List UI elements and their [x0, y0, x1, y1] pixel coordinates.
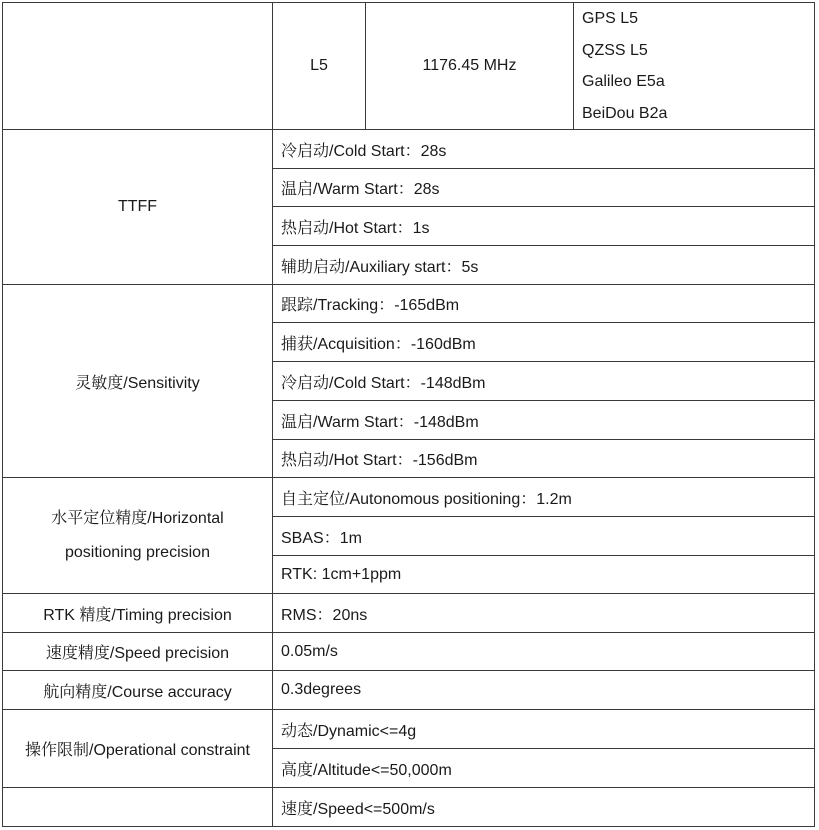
- operational-value: 动态/Dynamic<=4g: [272, 709, 815, 749]
- empty-cell: [2, 2, 273, 130]
- band-cell: L5: [272, 2, 366, 130]
- sensitivity-value: 捕获/Acquisition：-160dBm: [272, 322, 815, 362]
- horizontal-value: SBAS：1m: [272, 516, 815, 556]
- systems-cell: [573, 2, 815, 130]
- operational-value: 速度/Speed<=500m/s: [272, 787, 815, 827]
- sensitivity-value: 温启/Warm Start：-148dBm: [272, 400, 815, 440]
- sensitivity-value: 热启动/Hot Start：-156dBm: [272, 439, 815, 478]
- speed-value: 0.05m/s: [272, 632, 815, 671]
- horizontal-label-line2: positioning precision: [65, 543, 210, 561]
- empty-cell: [2, 787, 273, 827]
- ttff-value: 热启动/Hot Start：1s: [272, 206, 815, 246]
- system-item: GPS L5: [582, 10, 639, 27]
- sensitivity-label: 灵敏度/Sensitivity: [2, 284, 273, 478]
- operational-label: 操作限制/Operational constraint: [2, 709, 273, 788]
- ttff-value: 辅助启动/Auxiliary start：5s: [272, 245, 815, 285]
- ttff-value: 温启/Warm Start：28s: [272, 168, 815, 207]
- horizontal-value: RTK: 1cm+1ppm: [272, 555, 815, 594]
- course-label: 航向精度/Course accuracy: [2, 670, 273, 710]
- ttff-value: 冷启动/Cold Start：28s: [272, 129, 815, 169]
- ttff-label: TTFF: [2, 129, 273, 285]
- timing-value: RMS：20ns: [272, 593, 815, 633]
- system-item: Galileo E5a: [582, 73, 665, 90]
- system-item: QZSS L5: [582, 41, 648, 59]
- frequency-cell: 1176.45 MHz: [365, 2, 574, 130]
- timing-label: RTK 精度/Timing precision: [2, 593, 273, 633]
- horizontal-label: [2, 477, 273, 594]
- course-value: 0.3degrees: [272, 670, 815, 710]
- operational-value: 高度/Altitude<=50,000m: [272, 748, 815, 788]
- sensitivity-value: 冷启动/Cold Start：-148dBm: [272, 361, 815, 401]
- sensitivity-value: 跟踪/Tracking：-165dBm: [272, 284, 815, 323]
- horizontal-label-line1: 水平定位精度/Horizontal: [51, 509, 224, 527]
- horizontal-value: 自主定位/Autonomous positioning：1.2m: [272, 477, 815, 517]
- speed-label: 速度精度/Speed precision: [2, 632, 273, 671]
- system-item: BeiDou B2a: [582, 104, 668, 122]
